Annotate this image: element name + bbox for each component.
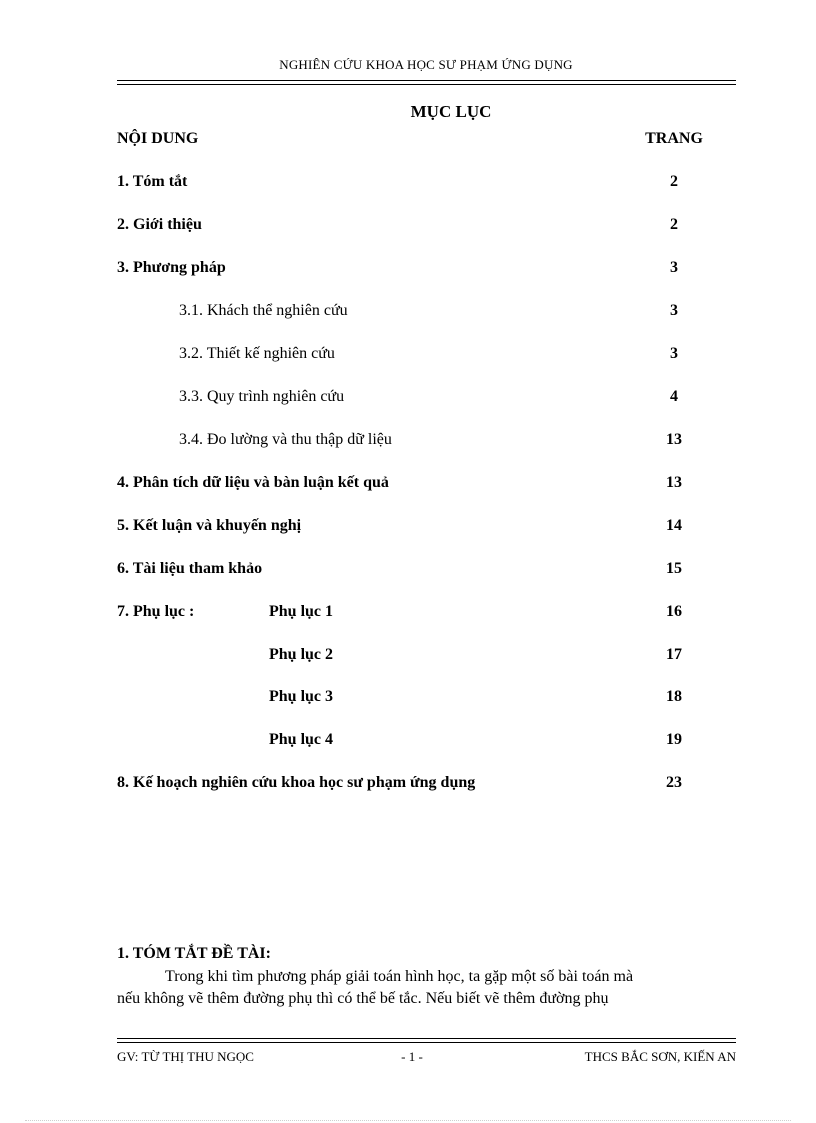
footer-rule — [117, 1038, 736, 1043]
toc-entry-page: 15 — [666, 560, 682, 577]
section-heading: 1. TÓM TẮT ĐỀ TÀI: — [117, 945, 271, 962]
toc-row — [0, 302, 816, 324]
toc-column-headers — [0, 130, 816, 152]
toc-entry-page: 2 — [670, 173, 678, 190]
toc-col-content: NỘI DUNG — [117, 130, 199, 147]
page-bottom-border — [25, 1120, 791, 1121]
toc-row — [0, 560, 816, 582]
toc-row — [0, 388, 816, 410]
toc-entry-sub: Phụ lục 3 — [269, 688, 334, 705]
footer-author: GV: TỪ THỊ THU NGỌC — [117, 1049, 254, 1064]
toc-col-page: TRANG — [645, 130, 703, 147]
paragraph-line: nếu không vẽ thêm đường phụ thì có thể bế tắc. Nếu biết vẽ thêm đường phụ — [117, 990, 609, 1007]
toc-entry-label: 2. Giới thiệu — [117, 216, 202, 233]
toc-entry-sub: Phụ lục 2 — [269, 646, 334, 663]
toc-entry-label: 5. Kết luận và khuyến nghị — [117, 517, 302, 534]
toc-row — [0, 517, 816, 539]
toc-row — [0, 603, 816, 625]
toc-entry-label: 4. Phân tích dữ liệu và bàn luận kết quả — [117, 474, 389, 491]
toc-entry-page: 16 — [666, 603, 682, 620]
footer-school: THCS BẮC SƠN, KIẾN AN — [584, 1049, 736, 1064]
header-rule — [117, 80, 736, 85]
toc-entry-sub: Phụ lục 1 — [269, 603, 334, 620]
toc-row — [0, 345, 816, 367]
running-title: NGHIÊN CỨU KHOA HỌC SƯ PHẠM ỨNG DỤNG — [279, 57, 573, 72]
toc-entry-label: 6. Tài liệu tham khảo — [117, 560, 263, 577]
toc-entry-page: 13 — [666, 474, 682, 491]
toc-row — [0, 216, 816, 238]
toc-row — [0, 259, 816, 281]
toc-row — [0, 474, 816, 496]
toc-title: MỤC LỤC — [410, 102, 492, 121]
toc-entry-page: 14 — [666, 517, 682, 534]
toc-entry-page: 18 — [666, 688, 682, 705]
toc-entry-page: 3 — [670, 302, 678, 319]
paragraph-line: Trong khi tìm phương pháp giải toán hình học, ta gặp một số bài toán mà — [165, 968, 634, 985]
toc-entry-sub: Phụ lục 4 — [269, 731, 334, 748]
toc-row — [0, 774, 816, 796]
toc-entry-page: 2 — [670, 216, 678, 233]
toc-entry-page: 19 — [666, 731, 682, 748]
toc-entry-label: 3.1. Khách thể nghiên cứu — [179, 302, 348, 319]
toc-row — [0, 431, 816, 453]
toc-entry-label: 3. Phương pháp — [117, 259, 226, 276]
toc-entry-page: 17 — [666, 646, 682, 663]
toc-entry-label: 7. Phụ lục : — [117, 603, 195, 620]
toc-entry-label: 3.3. Quy trình nghiên cứu — [179, 388, 345, 405]
toc-entry-label: 1. Tóm tắt — [117, 173, 188, 190]
toc-entry-page: 13 — [666, 431, 682, 448]
toc-row — [0, 646, 816, 668]
toc-entry-page: 3 — [670, 259, 678, 276]
toc-entry-label: 3.4. Đo lường và thu thập dữ liệu — [179, 431, 392, 448]
toc-entry-page: 23 — [666, 774, 682, 791]
toc-entry-label: 8. Kế hoạch nghiên cứu khoa học sư phạm ứng dụng — [117, 774, 476, 791]
toc-entry-page: 4 — [670, 388, 678, 405]
toc-entry-page: 3 — [670, 345, 678, 362]
toc-row — [0, 688, 816, 710]
page-number: - 1 - — [401, 1049, 423, 1064]
toc-row — [0, 731, 816, 753]
toc-row — [0, 173, 816, 195]
toc-entry-label: 3.2. Thiết kế nghiên cứu — [179, 345, 335, 362]
